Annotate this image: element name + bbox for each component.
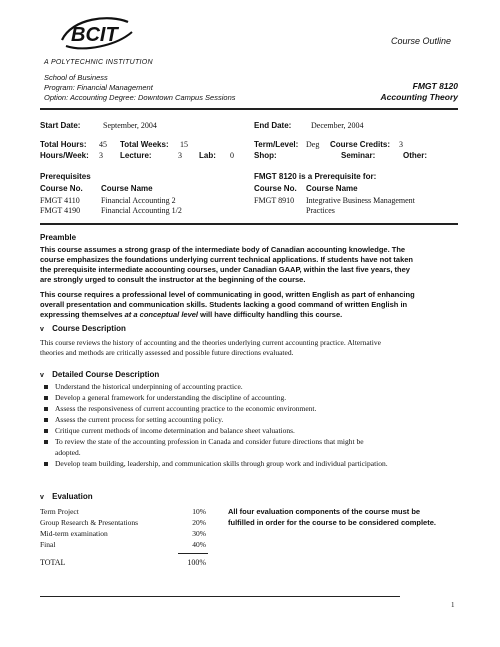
bullet-icon bbox=[44, 440, 48, 444]
detailed-item: Assess the responsiveness of current accounting practice to the economic environment. bbox=[55, 404, 317, 413]
prereq-for-col-name: Course Name bbox=[306, 184, 358, 193]
end-date-value: December, 2004 bbox=[311, 121, 364, 130]
tagline: A POLYTECHNIC INSTITUTION bbox=[44, 59, 153, 66]
section-marker-icon: v bbox=[40, 372, 44, 379]
detailed-item: Develop a general framework for understanding the discipline of accounting. bbox=[55, 393, 287, 402]
lab-value: 0 bbox=[230, 151, 234, 160]
evaluation-total-label: TOTAL bbox=[40, 558, 66, 567]
end-date-label: End Date: bbox=[254, 121, 292, 130]
evaluation-row-pct: 10% bbox=[192, 507, 206, 516]
prereq-col-no: Course No. bbox=[40, 184, 83, 193]
bullet-icon bbox=[44, 385, 48, 389]
doc-type: Course Outline bbox=[391, 36, 452, 46]
preamble-line: overall presentation and communication skills. Students lacking a good command of written English in bbox=[40, 300, 408, 309]
preamble-line: course emphasizes the foundations underlying current technical applications. If students have not taken bbox=[40, 255, 413, 264]
evaluation-total-pct: 100% bbox=[187, 558, 206, 567]
prereq-row-name: Financial Accounting 2 bbox=[101, 196, 176, 205]
evaluation-row-label: Final bbox=[40, 540, 56, 549]
detailed-item: To review the state of the accounting profession in Canada and consider future directions that might be bbox=[55, 437, 364, 446]
evaluation-row-pct: 20% bbox=[192, 518, 206, 527]
section-marker-icon: v bbox=[40, 326, 44, 333]
detailed-item-cont: adopted. bbox=[55, 448, 81, 457]
preamble-text: expressing themselves bbox=[40, 310, 123, 319]
prereq-row-no: FMGT 4190 bbox=[40, 206, 81, 215]
evaluation-total-rule bbox=[178, 553, 208, 554]
bullet-icon bbox=[44, 429, 48, 433]
preamble-text: will have difficulty handling this course. bbox=[200, 310, 343, 319]
bullet-icon bbox=[44, 462, 48, 466]
term-level-value: Deg bbox=[306, 140, 320, 149]
evaluation-row-label: Term Project bbox=[40, 507, 79, 516]
prereq-row-no: FMGT 4110 bbox=[40, 196, 80, 205]
start-date-value: September, 2004 bbox=[103, 121, 157, 130]
program-name: Program: Financial Management bbox=[44, 83, 153, 92]
evaluation-note-cont: fulfilled in order for the course to be considered complete. bbox=[228, 518, 436, 527]
prereq-for-col-no: Course No. bbox=[254, 184, 297, 193]
prereq-row-name: Financial Accounting 1/2 bbox=[101, 206, 182, 215]
total-weeks-label: Total Weeks: bbox=[120, 140, 169, 149]
prerequisites-title: Prerequisites bbox=[40, 172, 91, 181]
page-number: 1 bbox=[451, 601, 455, 609]
seminar-label: Seminar: bbox=[341, 151, 376, 160]
course-credits-value: 3 bbox=[399, 140, 403, 149]
lecture-value: 3 bbox=[178, 151, 182, 160]
detailed-item: Assess the current process for setting accounting policy. bbox=[55, 415, 224, 424]
detailed-item: Develop team building, leadership, and communication skills through group work and individual participation. bbox=[55, 459, 388, 468]
course-description-title: Course Description bbox=[52, 324, 126, 333]
prereq-col-name: Course Name bbox=[101, 184, 153, 193]
preamble-line: This course requires a professional level of communicating in good, written English as part of enhancing bbox=[40, 290, 415, 299]
description-line: This course reviews the history of accounting and the theories underlying current accounting practice. Alternative bbox=[40, 338, 381, 347]
preamble-line: are strongly urged to consult the instructor at the beginning of the course. bbox=[40, 275, 306, 284]
evaluation-row-label: Mid-term examination bbox=[40, 529, 108, 538]
prereq-divider bbox=[40, 223, 458, 225]
header-divider bbox=[40, 108, 458, 110]
section-marker-icon: v bbox=[40, 494, 44, 501]
course-code: FMGT 8120 bbox=[412, 81, 458, 91]
evaluation-heading bbox=[40, 492, 93, 501]
lab-label: Lab: bbox=[199, 151, 216, 160]
detailed-description-heading bbox=[40, 370, 159, 379]
option-name: Option: Accounting Degree: Downtown Campus Sessions bbox=[44, 93, 236, 102]
bcit-logo bbox=[58, 12, 136, 54]
total-hours-value: 45 bbox=[99, 140, 107, 149]
total-hours-label: Total Hours: bbox=[40, 140, 87, 149]
bullet-icon bbox=[44, 407, 48, 411]
prerequisite-for-title: FMGT 8120 is a Prerequisite for: bbox=[254, 172, 377, 181]
bullet-icon bbox=[44, 418, 48, 422]
preamble-title: Preamble bbox=[40, 233, 77, 242]
description-line: theories and methods are critically assessed and possible future directions evaluated. bbox=[40, 348, 294, 357]
evaluation-note: All four evaluation components of the course must be bbox=[228, 507, 421, 516]
prereq-for-row-name: Integrative Business Management bbox=[306, 196, 415, 205]
start-date-label: Start Date: bbox=[40, 121, 81, 130]
total-weeks-value: 15 bbox=[180, 140, 188, 149]
evaluation-row-label: Group Research & Presentations bbox=[40, 518, 139, 527]
hours-week-value: 3 bbox=[99, 151, 103, 160]
detailed-item: Understand the historical underpinning of accounting practice. bbox=[55, 382, 243, 391]
bullet-icon bbox=[44, 396, 48, 400]
preamble-line: the prerequisite intermediate accounting courses, under Canadian GAAP, within the last five years, they bbox=[40, 265, 410, 274]
shop-label: Shop: bbox=[254, 151, 277, 160]
footer-divider bbox=[40, 596, 400, 597]
prereq-for-row-name-cont: Practices bbox=[306, 206, 335, 215]
course-title: Accounting Theory bbox=[380, 92, 458, 102]
term-level-label: Term/Level: bbox=[254, 140, 299, 149]
hours-week-label: Hours/Week: bbox=[40, 151, 89, 160]
school-name: School of Business bbox=[44, 73, 108, 82]
evaluation-row-pct: 30% bbox=[192, 529, 206, 538]
preamble-line: This course assumes a strong grasp of the intermediate body of Canadian accounting knowledge. The bbox=[40, 245, 406, 254]
preamble-line-emphasis bbox=[40, 310, 342, 319]
evaluation-title: Evaluation bbox=[52, 492, 93, 501]
other-label: Other: bbox=[403, 151, 427, 160]
course-credits-label: Course Credits: bbox=[330, 140, 391, 149]
prereq-for-row-no: FMGT 8910 bbox=[254, 196, 295, 205]
detailed-item: Critique current methods of income determination and balance sheet valuations. bbox=[55, 426, 295, 435]
evaluation-row-pct: 40% bbox=[192, 540, 206, 549]
preamble-emphasis: at a conceptual level bbox=[124, 310, 199, 319]
lecture-label: Lecture: bbox=[120, 151, 152, 160]
logo-text: BCIT bbox=[71, 24, 118, 46]
bcit-logo-graphic bbox=[58, 12, 136, 54]
detailed-description-title: Detailed Course Description bbox=[52, 370, 160, 379]
course-description-heading bbox=[40, 324, 126, 333]
